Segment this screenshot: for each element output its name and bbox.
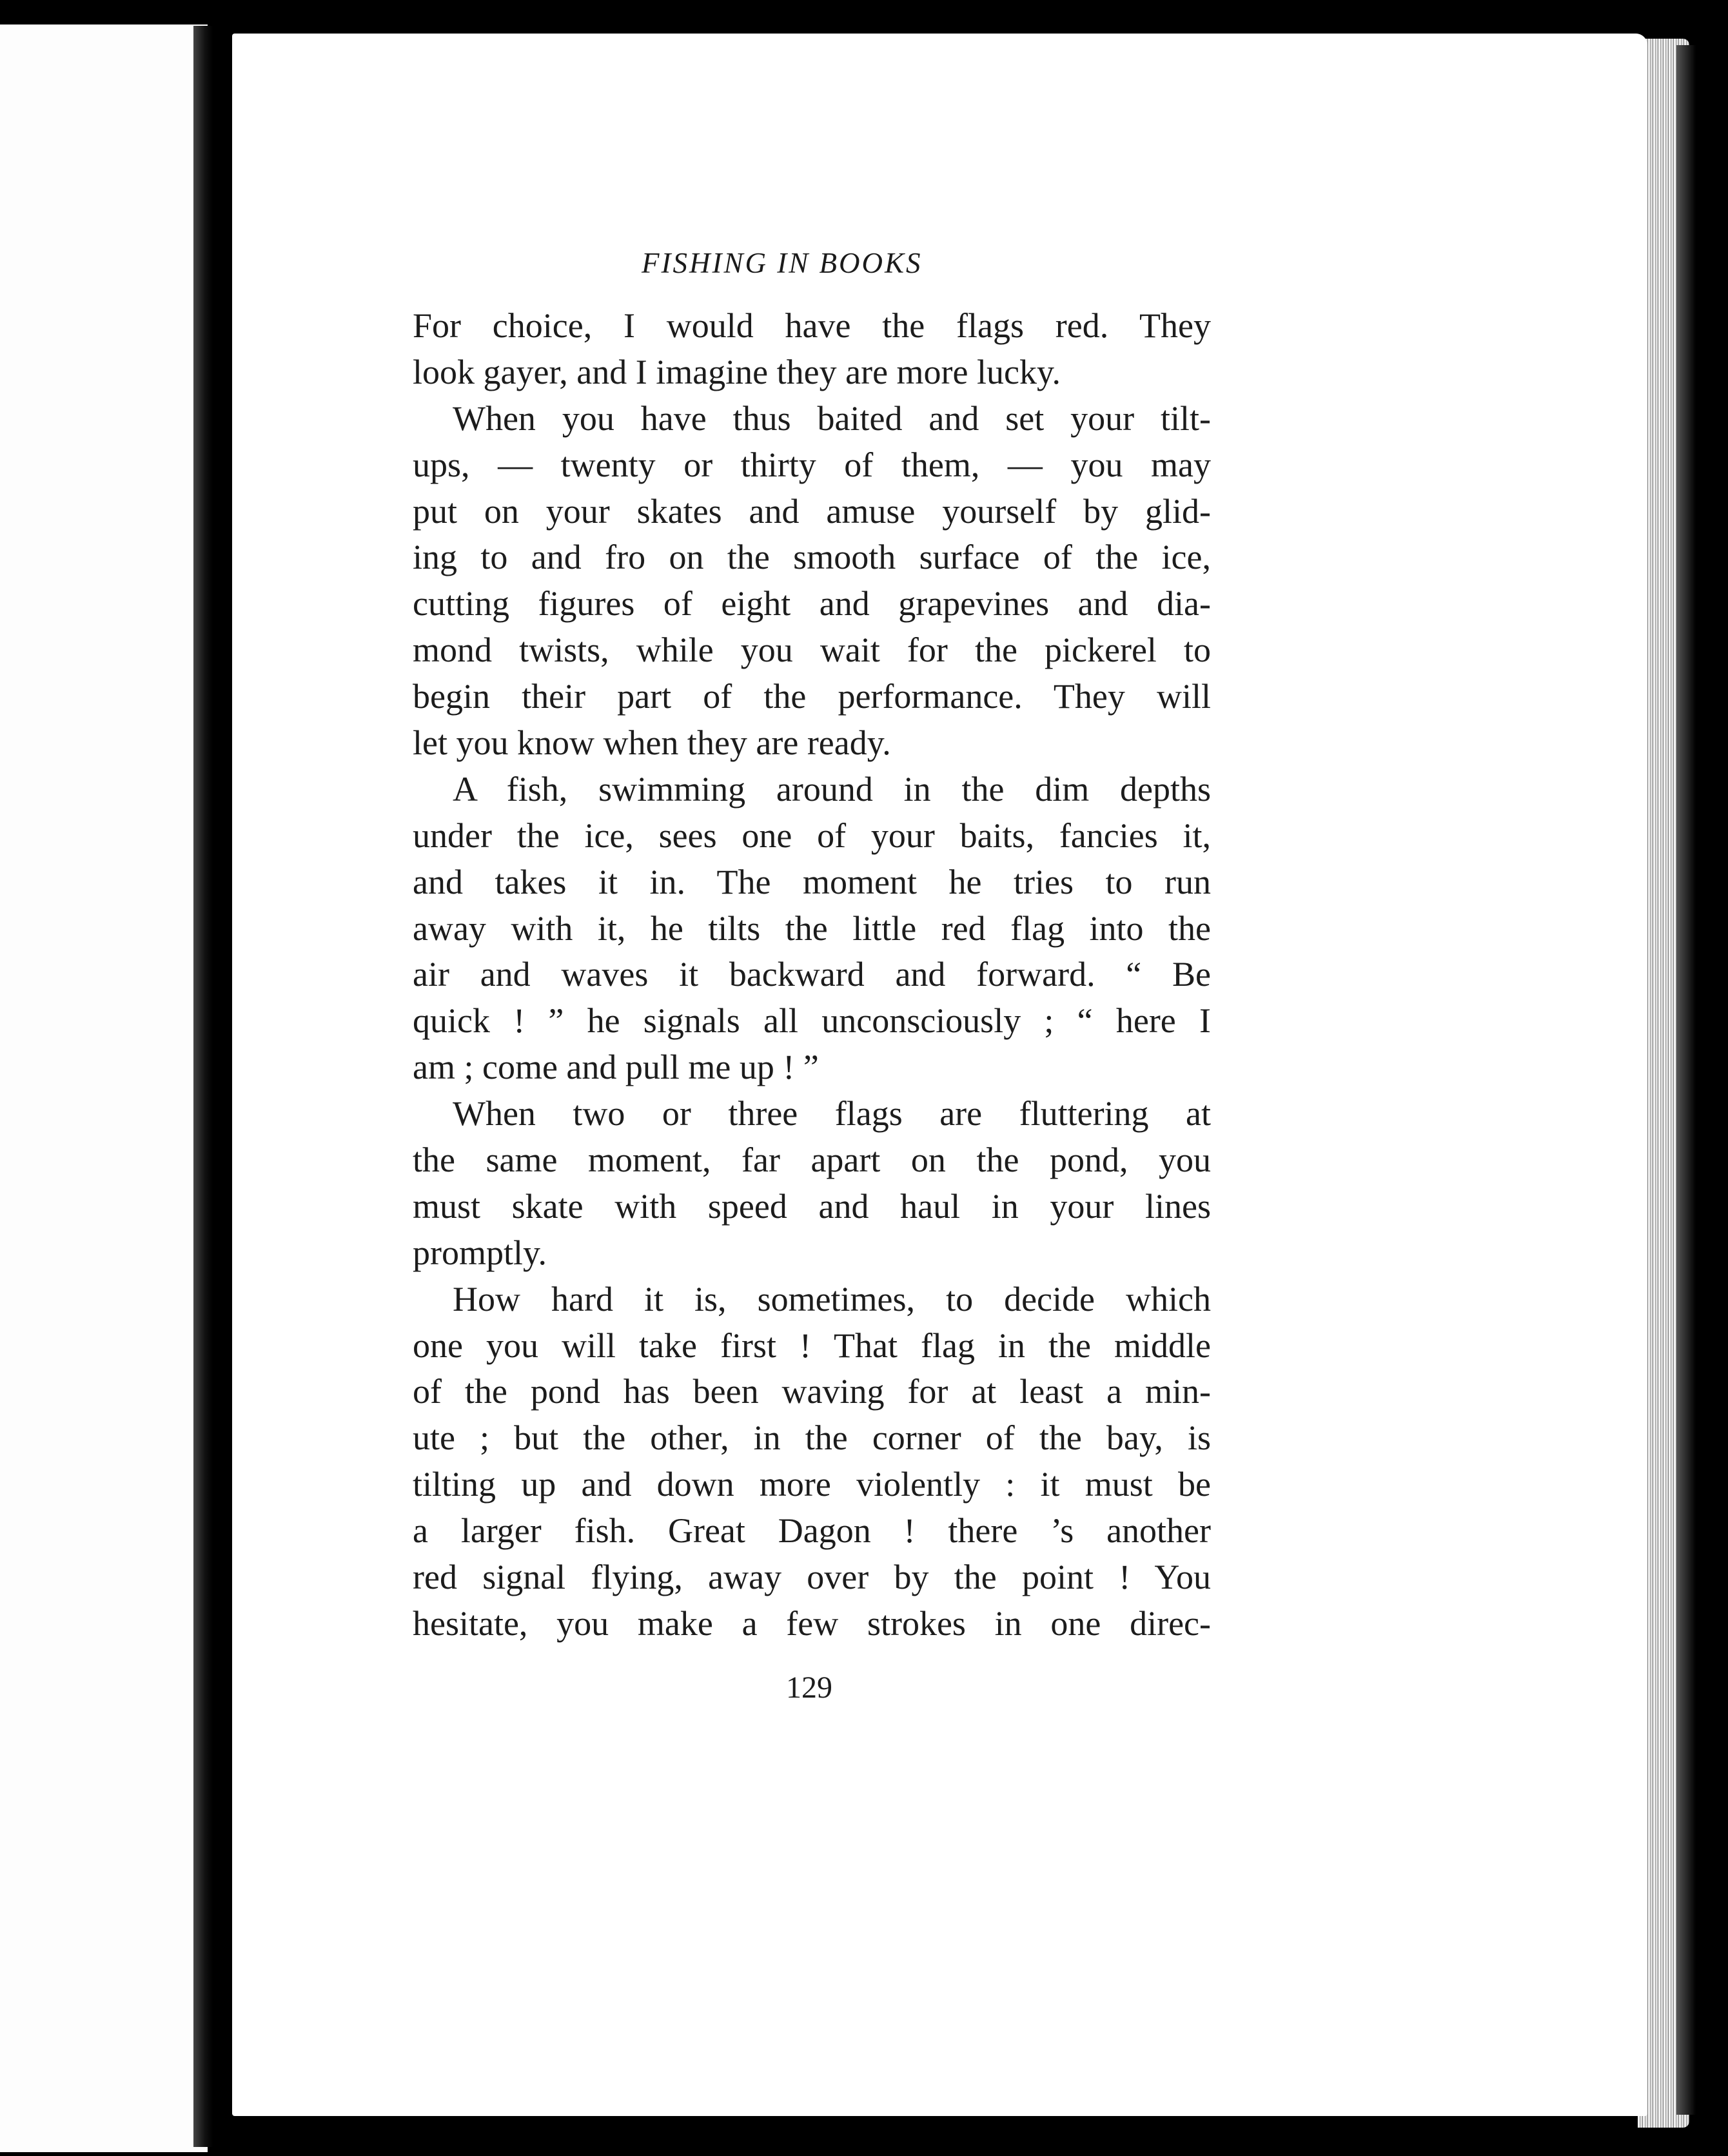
text-line: How hard it is, sometimes, to decide which [453, 1279, 1211, 1318]
text-line: under the ice, sees one of your baits, fancies it, [413, 816, 1211, 855]
text-line: air and waves it backward and forward. “ Be [413, 955, 1211, 994]
text-line: mond twists, while you wait for the pickerel to [413, 631, 1211, 670]
text-line: of the pond has been waving for at least a min- [413, 1372, 1211, 1411]
text-line: ups, — twenty or thirty of them, — you may [413, 445, 1211, 484]
text-line: one you will take first ! That flag in the middle [413, 1326, 1211, 1365]
text-line: the same moment, far apart on the pond, you [413, 1141, 1211, 1180]
text-line: ute ; but the other, in the corner of the bay, is [413, 1418, 1211, 1458]
text-line: tilting up and down more violently : it must be [413, 1465, 1211, 1504]
text-line: A fish, swimming around in the dim depths [453, 769, 1211, 808]
page-number: 129 [786, 1671, 832, 1705]
text-line: begin their part of the performance. They will [413, 677, 1211, 716]
text-line: away with it, he tilts the little red flag into the [413, 908, 1211, 948]
text-line: look gayer, and I imagine they are more lucky. [413, 352, 1061, 391]
text-line: must skate with speed and haul in your lines [413, 1186, 1211, 1226]
page-edge-shadow [1676, 45, 1696, 2115]
facing-page-edge [0, 24, 208, 2152]
text-line: let you know when they are ready. [413, 723, 891, 763]
text-line: put on your skates and amuse yourself by glid- [413, 491, 1211, 531]
book-gutter [193, 26, 213, 2147]
body-text [413, 303, 1211, 1647]
text-line: For choice, I would have the flags red. They [413, 306, 1211, 345]
text-line: cutting figures of eight and grapevines and dia- [413, 584, 1211, 623]
running-head: FISHING IN BOOKS [642, 247, 923, 279]
text-line: ing to and fro on the smooth surface of the ice, [413, 538, 1211, 577]
text-line: promptly. [413, 1233, 547, 1272]
text-line: a larger fish. Great Dagon ! there ’s another [413, 1511, 1211, 1551]
text-line: quick ! ” he signals all unconsciously ; “ here I [413, 1001, 1211, 1041]
text-line: red signal flying, away over by the point ! You [413, 1558, 1211, 1597]
text-line: When two or three flags are fluttering at [453, 1094, 1211, 1133]
text-line: and takes it in. The moment he tries to run [413, 862, 1211, 901]
text-line: When you have thus baited and set your tilt- [453, 398, 1211, 438]
text-line: hesitate, you make a few strokes in one direc- [413, 1603, 1211, 1643]
text-line: am ; come and pull me up ! ” [413, 1048, 819, 1087]
